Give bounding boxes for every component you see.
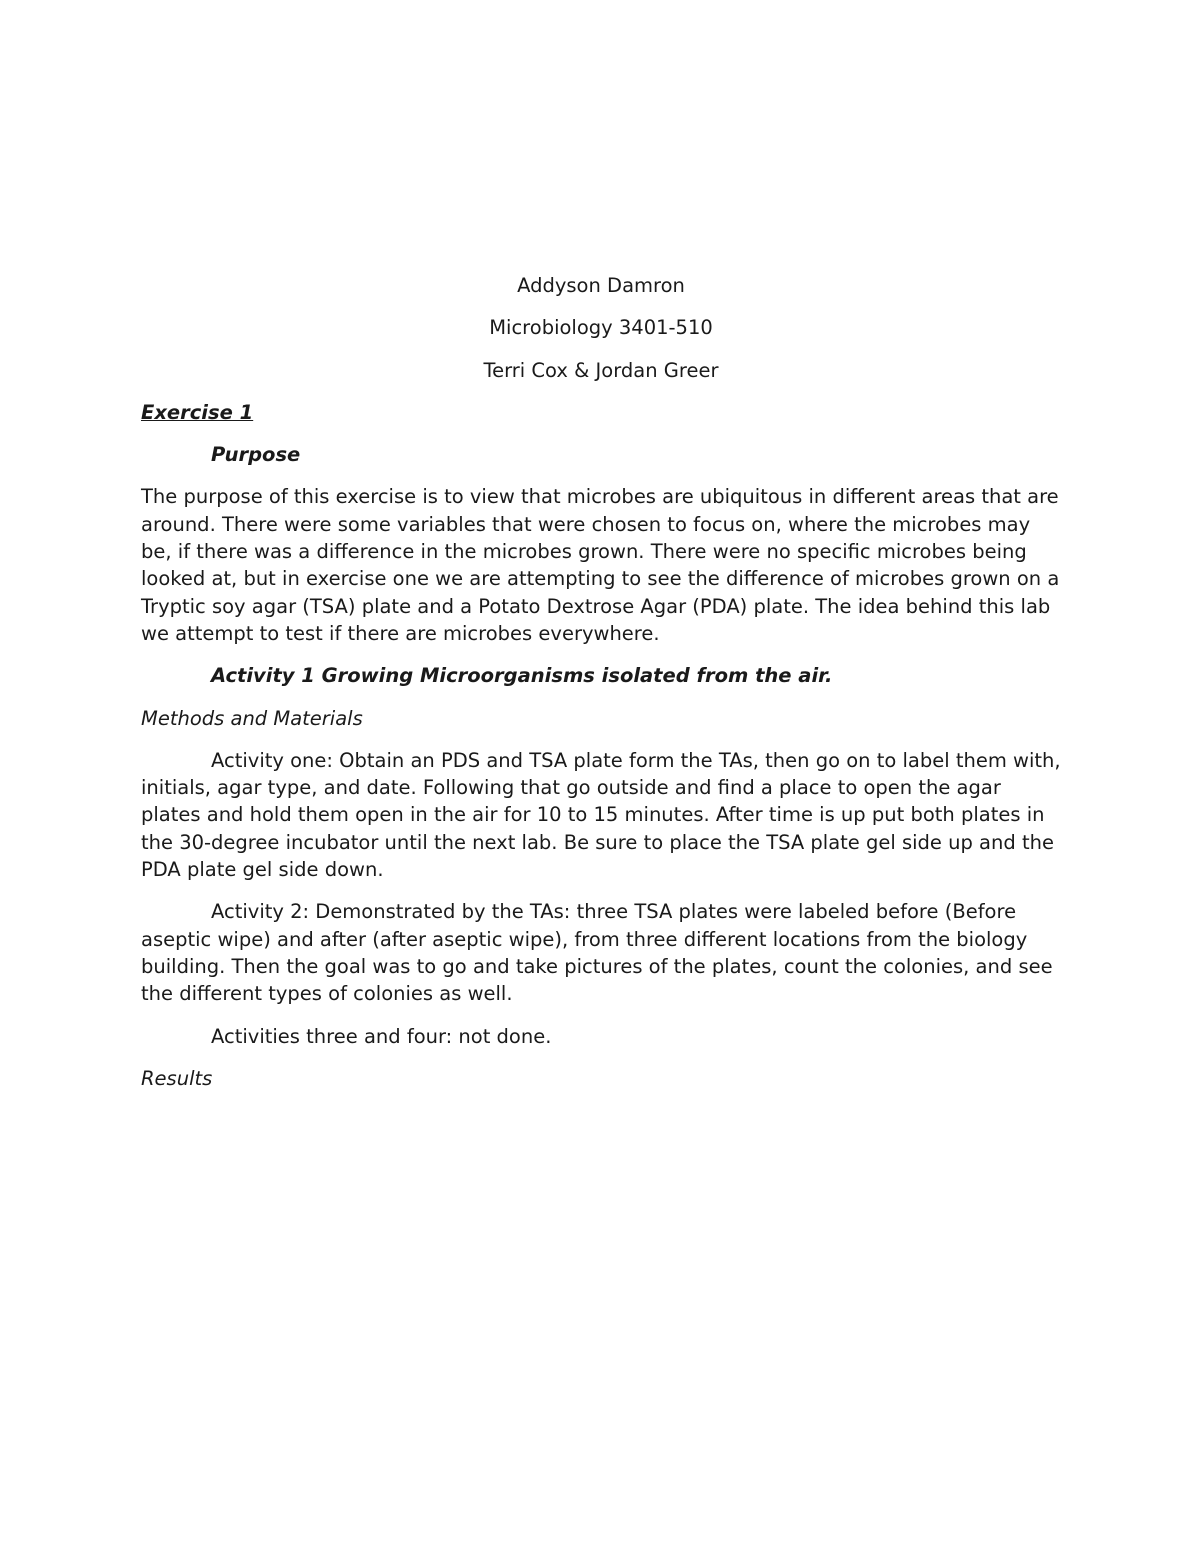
exercise-title: Exercise 1: [141, 400, 254, 424]
document-body: [141, 272, 1061, 1107]
purpose-paragraph: The purpose of this exercise is to view that microbes are ubiquitous in different areas that are around. There were some variables that were chosen to focus on, where the microbes may be, if there was a difference in the microbes grown. There were no specific microbes being looked at, but in exercise one we are attempting to see the difference of microbes grown on a Tryptic soy agar (TSA) plate and a Potato Dextrose Agar (PDA) plate. The idea behind this lab we attempt to test if there are microbes everywhere.: [141, 485, 1060, 645]
activity-two-paragraph: Activity 2: Demonstrated by the TAs: three TSA plates were labeled before (Before aseptic wipe) and after (after aseptic wipe), from three different locations from the biology building. Then the goal was to go and take pictures of the plates, count the colonies, and see the different types of colonies as well.: [141, 900, 1053, 1006]
activities-three-four-paragraph: Activities three and four: not done.: [211, 1024, 552, 1048]
results-heading: Results: [141, 1066, 213, 1090]
activity-heading: Activity 1 Growing Microorganisms isolated from the air.: [211, 664, 833, 688]
purpose-heading: Purpose: [211, 443, 301, 467]
methods-heading: Methods and Materials: [141, 706, 363, 730]
instructor-names: Terri Cox & Jordan Greer: [483, 358, 719, 382]
author-name: Addyson Damron: [517, 274, 685, 297]
activity-one-paragraph: Activity one: Obtain an PDS and TSA plate form the TAs, then go on to label them with, initials, agar type, and date. Following that go outside and find a place to open the agar plates and hold them open in the air for 10 to 15 minutes. After time is up put both plates in the 30-degree incubator until the next lab. Be sure to place the TSA plate gel side up and the PDA plate gel side down.: [141, 748, 1061, 882]
course-name: Microbiology 3401-510: [489, 316, 713, 340]
